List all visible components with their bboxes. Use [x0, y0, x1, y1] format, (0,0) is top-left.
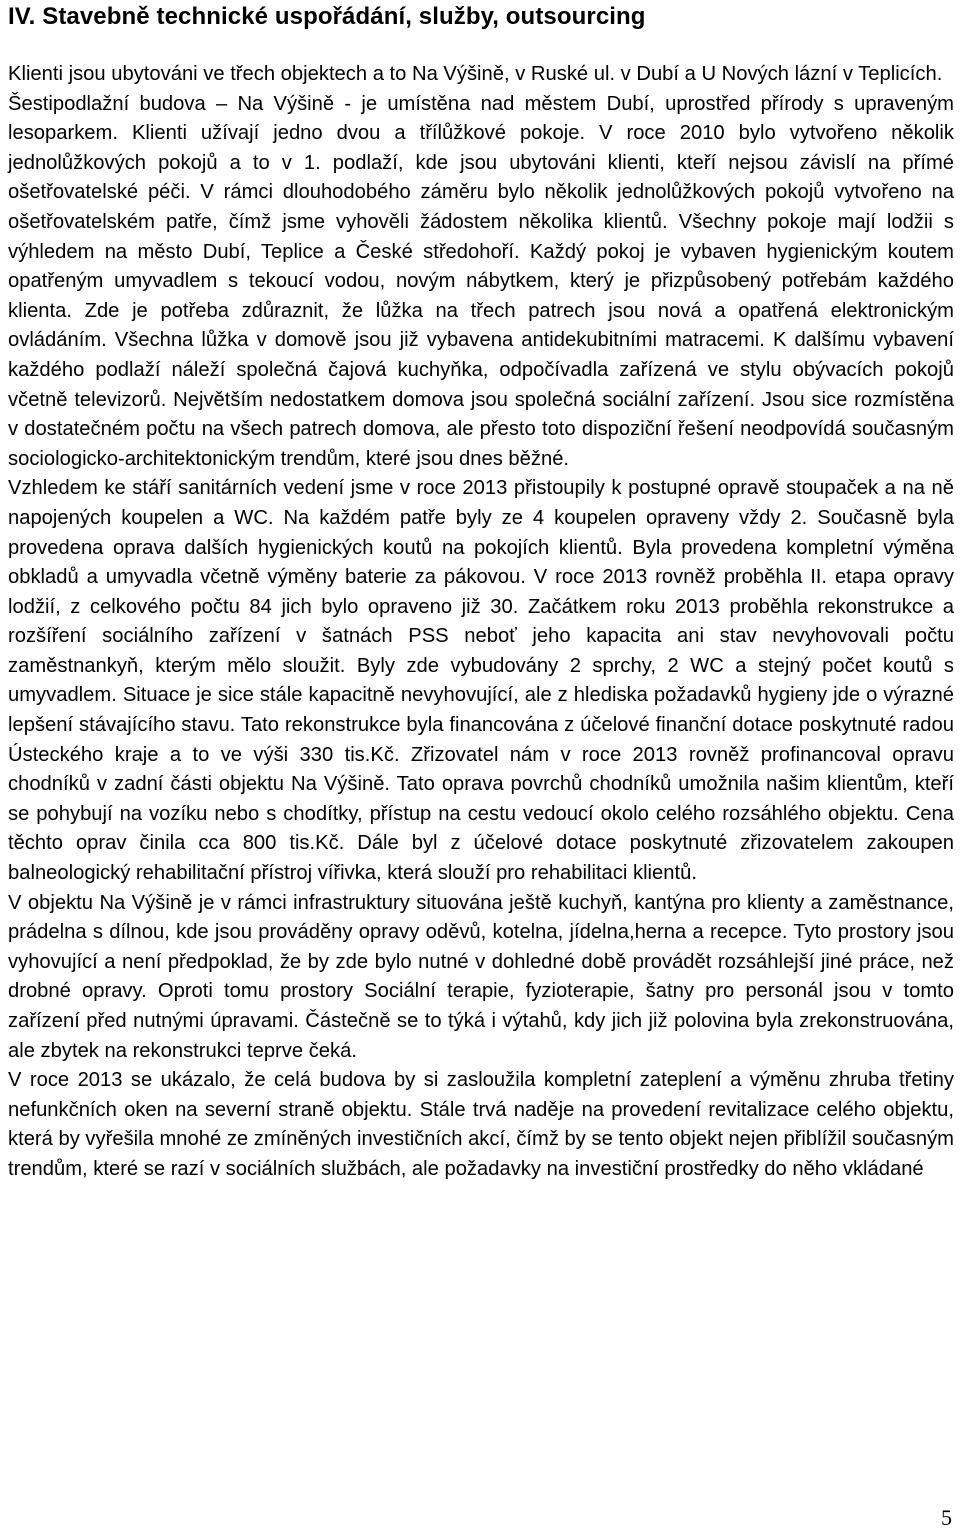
page-number: 5: [941, 1505, 952, 1530]
paragraph-building-description: Šestipodlažní budova – Na Výšině - je umístěna nad městem Dubí, uprostřed přírody s upraveným lesoparkem. Klienti užívají jedno dvou a třílůžkové pokoje. V roce 2010 bylo vytvořeno několik jednolůžkových pokojů a to v 1. podlaží, kde jsou ubytováni klienti, kteří nejsou závislí na přímé ošetřovatelské péči. V rámci dlouhodobého záměru bylo několik jednolůžkových pokojů vytvořeno na ošetřovatelském patře, čímž jsme vyhověli žádostem několika klientů. Všechny pokoje mají lodžii s výhledem na město Dubí, Teplice a České středohoří. Každý pokoj je vybaven hygienickým koutem opatřeným umyvadlem s tekoucí vodou, novým nábytkem, který je přizpůsobený potřebám každého klienta. Zde je potřeba zdůraznit, že lůžka na třech patrech jsou nová a opatřená elektronickým ovládáním. Všechna lůžka v domově jsou již vybavena antidekubitními matracemi. K dalšímu vybavení každého podlaží náleží společná čajová kuchyňka, odpočívadla zařízená ve stylu obývacích pokojů včetně televizorů. Největším nedostatkem domova jsou společná sociální zařízení. Jsou sice rozmístěna v dostatečném počtu na všech patrech domova, ale přesto toto dispoziční řešení neodpovídá současným sociologicko-architektonickým trendům, které jsou dnes běžné.: [8, 92, 954, 470]
paragraph-insulation-windows: V roce 2013 se ukázalo, že celá budova by si zasloužila kompletní zateplení a výměnu zhruba třetiny nefunkčních oken na severní straně objektu. Stále trvá naděje na provedení revitalizace celého objektu, která by vyřešila mnohé ze zmíněných investičních akcí, čímž by se tento objekt nejen přiblížil současným trendům, které se razí v sociálních službách, ale požadavky na investiční prostředky do něho vkládané: [8, 1069, 954, 1180]
paragraph-locations: Klienti jsou ubytováni ve třech objektech a to Na Výšině, v Ruské ul. v Dubí a U Nových lázní v Teplicích.: [8, 63, 943, 85]
section-heading: IV. Stavebně technické uspořádání, služby, outsourcing: [8, 3, 646, 30]
paragraph-renovations-2013: Vzhledem ke stáří sanitárních vedení jsme v roce 2013 přistoupily k postupné opravě stoupaček a na ně napojených koupelen a WC. Na každém patře byly ze 4 koupelen opraveny vždy 2. Současně byla provedena oprava dalších hygienických koutů na pokojích klientů. Byla provedena kompletní výměna obkladů a umyvadla včetně výměny baterie za pákovou. V roce 2013 rovněž proběhla II. etapa opravy lodžií, z celkového počtu 84 jich bylo opraveno již 30. Začátkem roku 2013 proběhla rekonstrukce a rozšíření sociálního zařízení v šatnách PSS neboť jeho kapacita ani stav nevyhovovali počtu zaměstnankyň, kterým mělo sloužit. Byly zde vybudovány 2 sprchy, 2 WC a stejný počet koutů s umyvadlem. Situace je sice stále kapacitně nevyhovující, ale z hlediska požadavků hygieny jde o výrazné lepšení stávajícího stavu. Tato rekonstrukce byla financována z účelové finanční dotace poskytnuté radou Ústeckého kraje a to ve výši 330 tis.Kč. Zřizovatel nám v roce 2013 rovněž profinancoval opravu chodníků v zadní části objektu Na Výšině. Tato oprava povrchů chodníků umožnila našim klientům, kteří se pohybují na vozíku nebo s chodítky, přístup na cestu vedoucí okolo celého rozsáhlého objektu. Cena těchto oprav činila cca 800 tis.Kč. Dále byl z účelové dotace poskytnuté zřizovatelem zakoupen balneologický rehabilitační přístroj vířivka, která slouží pro rehabilitaci klientů.: [8, 477, 954, 885]
document-page: [8, 0, 954, 1185]
body-text: [8, 60, 954, 1185]
paragraph-infrastructure: V objektu Na Výšině je v rámci infrastruktury situována ještě kuchyň, kantýna pro klienty a zaměstnance, prádelna s dílnou, kde jsou prováděny opravy oděvů, kotelna, jídelna,herna a recepce. Tyto prostory jsou vyhovující a není předpoklad, že by zde bylo nutné v dohledné době provádět rozsáhlejší jiné práce, než drobné opravy. Oproti tomu prostory Sociální terapie, fyzioterapie, šatny pro personál jsou v tomto zařízení před nutnými úpravami. Částečně se to týká i výtahů, kdy jich již polovina byla zrekonstruována, ale zbytek na rekonstrukci teprve čeká.: [8, 891, 954, 1062]
